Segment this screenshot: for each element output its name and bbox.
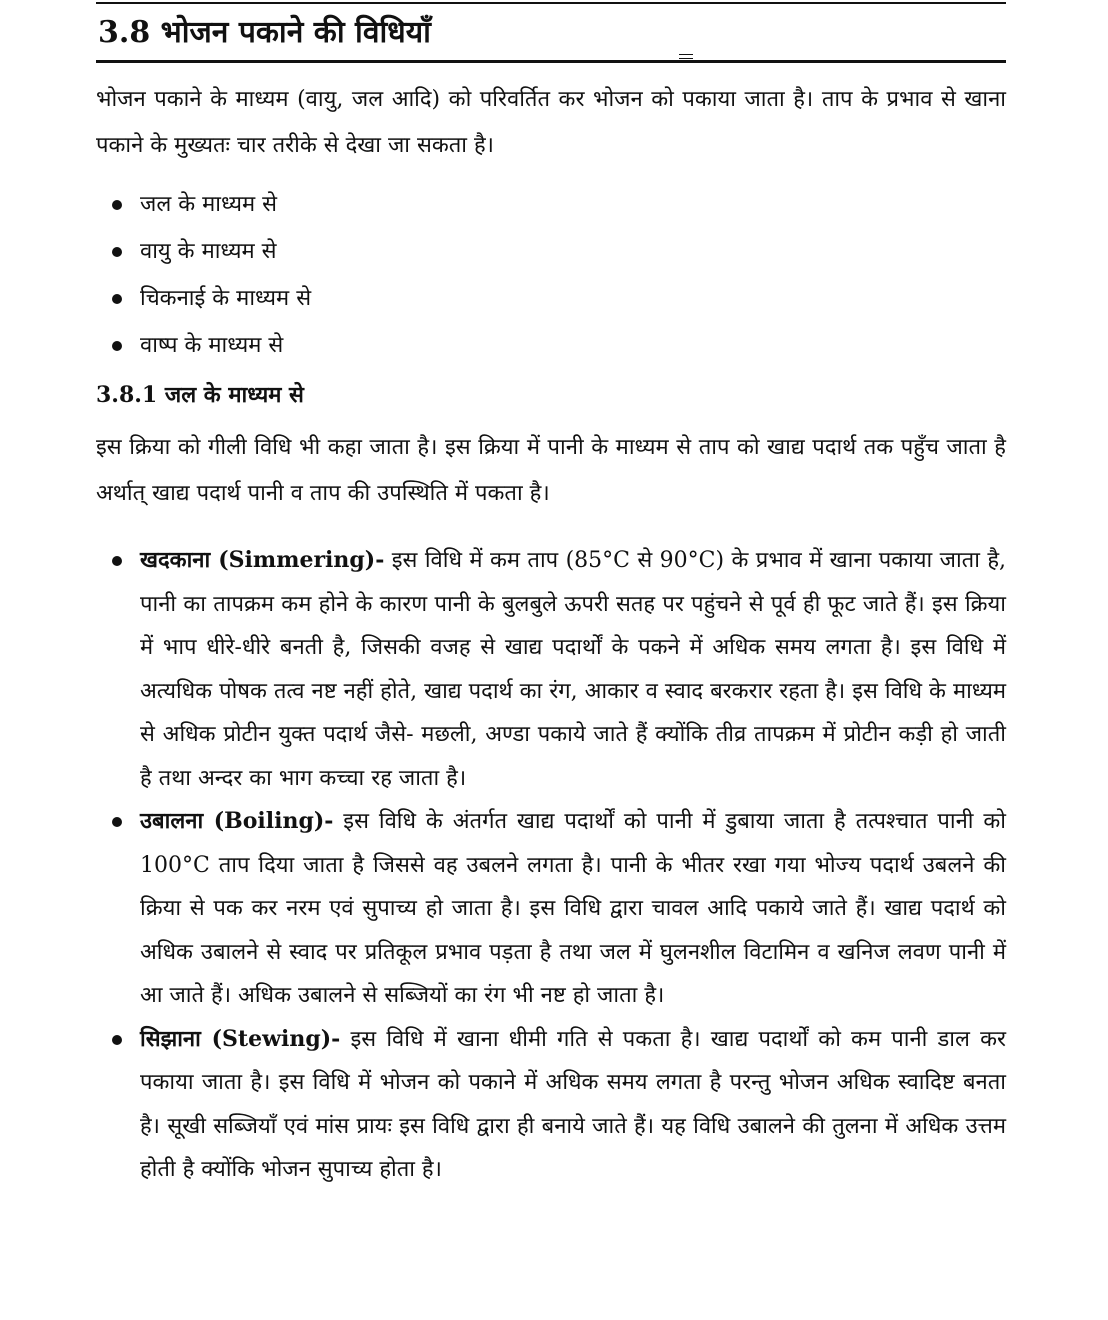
list-item: चिकनाई के माध्यम से (96, 275, 1006, 322)
list-item: वायु के माध्यम से (96, 228, 1006, 275)
list-item: वाष्प के माध्यम से (96, 322, 1006, 369)
method-text: इस विधि में खाना धीमी गति से पकता है। खाद्य पदार्थों को कम पानी डाल कर पकाया जाता है। इस विधि में भोजन को पकाने में अधिक समय लगता है परन्तु भोजन अधिक स्वादिष्ट बनता है। सूखी सब्जियाँ एवं मांस प्रायः इस विधि द्वारा ही बनाये जाते हैं। यह विधि उबालने की तुलना में अधिक उत्तम होती है क्योंकि भोजन सुपाच्य होता है। (140, 1026, 1006, 1182)
subsection-intro: इस क्रिया को गीली विधि भी कहा जाता है। इस क्रिया में पानी के माध्यम से ताप को खाद्य पदार्थ तक पहुँच जाता है अर्थात् खाद्य पदार्थ पानी व ताप की उपस्थिति में पकता है। (96, 435, 1006, 506)
method-boiling (96, 800, 1006, 1018)
method-stewing (96, 1018, 1006, 1192)
method-list (96, 539, 1006, 1192)
method-text: इस विधि में कम ताप (85°C से 90°C) के प्रभाव में खाना पकाया जाता है, पानी का तापक्रम कम होने के कारण पानी के बुलबुले ऊपरी सतह पर पहुंचने से पूर्व ही फूट जाते हैं। इस क्रिया में भाप धीरे-धीरे बनती है, जिसकी वजह से खाद्य पदार्थों के पकने में अधिक समय लगता है। इस विधि में अत्यधिक पोषक तत्व नष्ट नहीं होते, खाद्य पदार्थ का रंग, आकार व स्वाद बरकरार रहता है। इस विधि के माध्यम से अधिक प्रोटीन युक्त पदार्थ जैसे- मछली, अण्डा पकाये जाते हैं क्योंकि तीव्र तापक्रम में प्रोटीन कड़ी हो जाती है तथा अन्दर का भाग कच्चा रह जाता है। (140, 548, 1007, 791)
subsection-heading: 3.8.1 जल के माध्यम से (96, 382, 304, 408)
top-rule (96, 2, 1006, 4)
rule-mark (679, 54, 693, 59)
method-term: खदकाना (Simmering)- (140, 547, 385, 573)
heading-rule (96, 60, 1006, 63)
cooking-media-list (96, 181, 1006, 369)
method-simmering (96, 539, 1006, 800)
method-term: उबालना (Boiling)- (140, 808, 334, 834)
method-text: इस विधि के अंतर्गत खाद्य पदार्थों को पानी में डुबाया जाता है तत्पश्चात पानी को 100°C ताप दिया जाता है जिससे वह उबलने लगता है। पानी के भीतर रखा गया भोज्य पदार्थ उबलने की क्रिया से पक कर नरम एवं सुपाच्य हो जाता है। इस विधि द्वारा चावल आदि पकाये जाते हैं। खाद्य पदार्थ को अधिक उबालने से स्वाद पर प्रतिकूल प्रभाव पड़ता है तथा जल में घुलनशील विटामिन व खनिज लवण पानी में आ जाते हैं। अधिक उबालने से सब्जियों का रंग भी नष्ट हो जाता है। (140, 809, 1006, 1008)
document-page (96, 0, 1006, 1192)
method-term: सिझाना (Stewing)- (140, 1025, 341, 1052)
section-intro: भोजन पकाने के माध्यम (वायु, जल आदि) को परिवर्तित कर भोजन को पकाया जाता है। ताप के प्रभाव से खाना पकाने के मुख्यतः चार तरीके से देखा जा सकता है। (96, 87, 1006, 158)
section-heading: 3.8 भोजन पकाने की विधियाँ (98, 15, 431, 50)
list-item: जल के माध्यम से (96, 181, 1006, 228)
